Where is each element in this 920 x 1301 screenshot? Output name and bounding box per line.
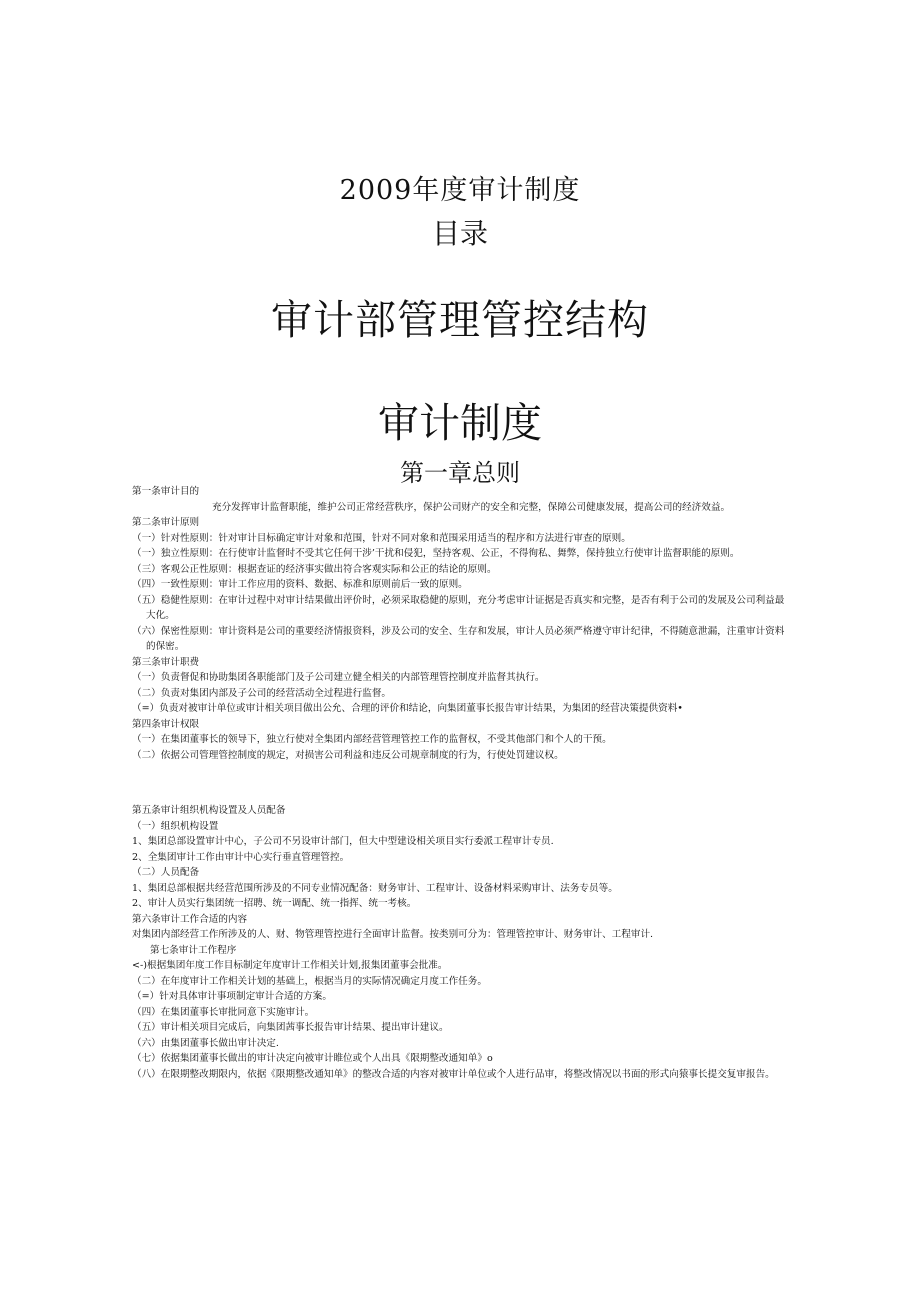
- list-item: <-)根据集团年度工作目标制定年度审计工作相关计划,报集团董事会批准。: [132, 960, 448, 971]
- article-heading: 第四条审计权限: [132, 718, 200, 730]
- list-item: （二）负责对集团内部及子公司的经营活动全过程进行监督。: [132, 687, 392, 699]
- list-item: （二）在年度审计工作相关计划的基础上，根据当月的实际情况确定月度工作任务。: [132, 975, 487, 987]
- article-heading: 第二条审计原则: [132, 517, 200, 528]
- paragraph: 充分发挥审计监督职能，维护公司正常经营秩序，保护公司财产的安全和完整，保障公司健康发展，提高公司的经济效益。: [212, 501, 731, 513]
- list-item: （六）保密性原则：审计资料是公司的重要经济情报资料，涉及公司的安全、生存和发展，审计人员必须严格遵守审计纪律，不得随意泄漏，注重审计资料的保密。: [132, 625, 785, 652]
- list-item: （=）负责对被审计单位或审计相关项目做出公允、合理的评价和结论，向集团董事长报告审计结果，为集团的经营决策提供资料•: [132, 703, 683, 714]
- list-item: 1、集团总部设置审计中心，子公司不另设审计部门，但大中型建设相关项目实行委派工程审计专员.: [132, 836, 554, 847]
- list-item: （=）针对具体审计事项制定审计合适的方案。: [132, 991, 332, 1002]
- list-item: （六）由集团董事长做出审计决定.: [132, 1037, 279, 1049]
- section-general: [132, 484, 792, 763]
- article-heading: 第六条审计工作合适的内容: [132, 913, 248, 925]
- list-item: （四）在集团董事长审批同意下实施审计。: [132, 1006, 315, 1018]
- list-item: （五）审计相关项目完成后，向集团茜事长报告审计结果、提出审计建议。: [132, 1022, 449, 1033]
- chapter-title: 第一章总则: [400, 459, 520, 487]
- toc-heading: 目录: [431, 217, 488, 250]
- year-title: 2009年度审计制度: [339, 175, 581, 206]
- article-heading: 第七条审计工作程序: [150, 944, 237, 956]
- list-item: （五）稳健性原则：在审计过程中对审计结果做出评价时，必须采取稳健的原则，充分考虑审计证据是否真实和完整，是否有利于公司的发展及公司利益最大化。: [132, 594, 785, 621]
- list-item: （一）针对性原则：针对审计目标确定审计对象和范围，针对不同对象和范围采用适当的程序和方法进行审查的原则。: [132, 532, 631, 544]
- list-item: 2、全集团审计工作由审计中心实行垂直管理管控。: [132, 851, 350, 863]
- list-item: 2、审计人员实行集团统一招聘、统一调配、统一指挥、统一考核。: [132, 898, 417, 909]
- list-item: （三）客观公正性原则：根据查证的经济事实做出符合客观实际和公正的结论的原则。: [132, 563, 497, 575]
- list-item: 1、集团总部根据共经营范围所涉及的不同专业情况配备：财务审计、工程审计、设备材料采购审计、法务专员等。: [132, 882, 618, 894]
- list-item: （四）一致性原则：审计工作应用的资料、数据、标准和原则前后一致的原则。: [132, 579, 468, 590]
- list-item: （一）在集团董事长的领导下，独立行使对全集团内部经营管理管控工作的监督权，不受其他部门和个人的干预。: [132, 734, 612, 745]
- structure-title: 审计部管理管控结构: [271, 296, 649, 344]
- sub-heading: （二）人员配备: [132, 867, 200, 878]
- system-title: 审计制度: [378, 399, 542, 447]
- list-item: （二）依据公司管理管控制度的规定，对损害公司利益和违反公司规章制度的行为，行使处罚建议权。: [132, 749, 564, 761]
- list-item: （七）依据集团董事长做出的审计决定向被审计睢位或个人出具《限期整改通知单》o: [132, 1053, 493, 1064]
- section-organization: [132, 803, 792, 1082]
- list-item: （一）独立性原则：在行使审计监督时不受其它任何干涉’干扰和侵犯，坚持客观、公正，不得徇私、舞弊，保持独立行使审计监督职能的原则。: [132, 548, 740, 559]
- list-item: （一）负责督促和协助集团各职能部门及子公司建立健全相关的内部管理管控制度并监督其执行。: [132, 672, 545, 683]
- paragraph: 对集团内部经营工作所涉及的人、财、物管理管控进行全面审计监督。按类别可分为：管理管控审计、财务审计、工程审计.: [132, 929, 654, 940]
- article-heading: 第三条审计职费: [132, 656, 200, 668]
- list-item: （八）在限期整改期限内，依据《限期整改通知单》的整改合适的内容对被审计单位或个人进行品审，将整改情况以书面的形式向猿事长提交复审报告。: [132, 1068, 775, 1080]
- article-heading: 第一条审计目的: [132, 486, 200, 497]
- article-heading: 第五条审计组织机构设置及人员配备: [132, 805, 286, 816]
- sub-heading: （一）组织机构设置: [132, 820, 219, 832]
